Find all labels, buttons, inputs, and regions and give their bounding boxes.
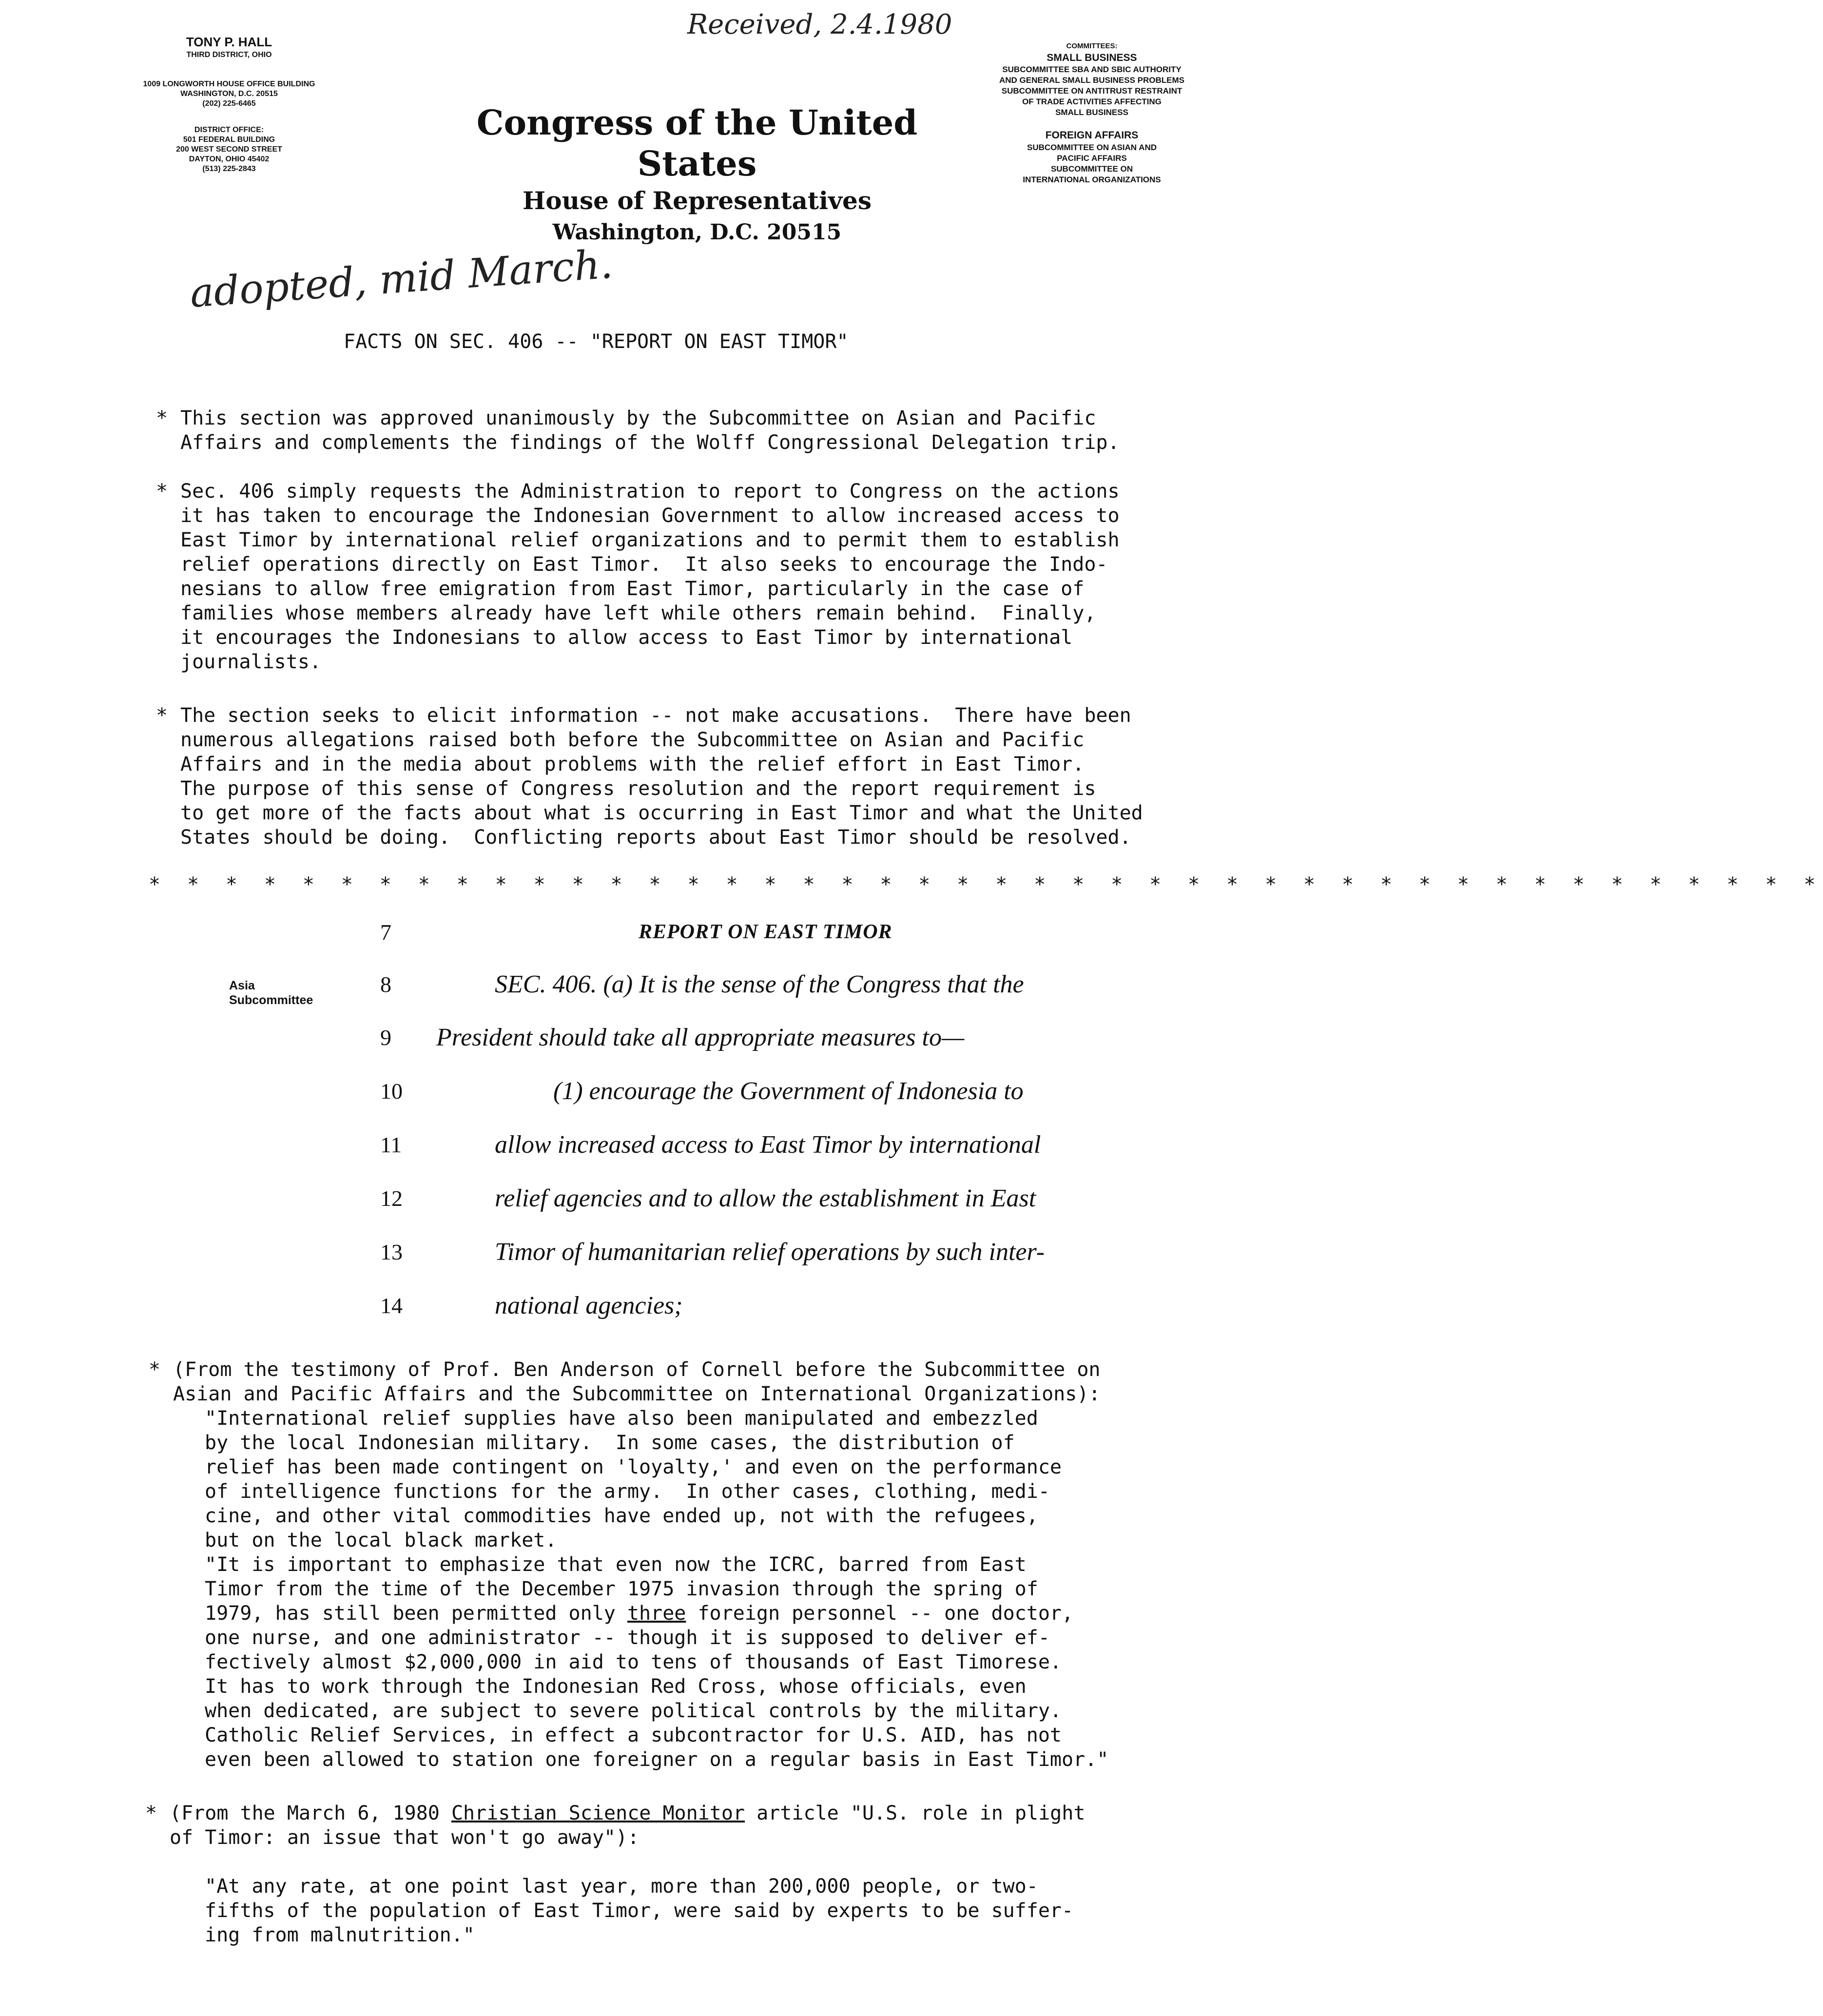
bullet-text: Sec. 406 simply requests the Administration to report to Congress on the actions it has taken to encourage the Indonesian Government to allow increased access to East Timor by international relief organizations and to permit them to establish relief operations directly on East Timor. It also seeks to encourage the Indo- nesians to allow free emigration from East Timor, particularly in the case of families whose members already have left while others remain behind. Finally, it encourages the Indonesians to allow access to East Timor by international journalists. [180, 480, 1120, 673]
bullet-star: * [156, 480, 168, 503]
testimony-quote-2: "It is important to emphasize that even now the ICRC, barred from East Timor from the time of the December 1975 invasion through the spring of 1979, has still been permitted only three foreign personnel -- one doctor, one nurse, and one administrator -- though it is supposed to deliver ef- fectively almost $2,000,000 in aid to tens of thousands of East Timorese. It has to work through the Indonesian Red Cross, whose officials, even when dedicated, are subject to severe political controls by the military. Catholic Relief Services, in effect a subcontractor for U.S. AID, has not even been allowed to station one foreigner on a regular basis in East Timor." [205, 1553, 1109, 1771]
bullet-star: * [156, 704, 168, 727]
testimony-intro: (From the testimony of Prof. Ben Anderson of Cornell before the Subcommittee on Asian and Pacific Affairs and the Subcommittee on International Organizations): [173, 1358, 1101, 1405]
house-title: House of Representatives [523, 186, 872, 215]
district-office-line: 501 FEDERAL BUILDING [183, 135, 275, 144]
bullet-text: This section was approved unanimously by the Subcommittee on Asian and Pacific Affairs and complements the findings of the Wolff Congressional Delegation trip. [180, 407, 1120, 454]
document-title: FACTS ON SEC. 406 -- "REPORT ON EAST TIMOR" [344, 330, 849, 353]
star-divider: * * * * * * * * * * * * * * * * * * * * * * * * * * * * * * * * * * * * * * * * * * * * [149, 873, 1823, 896]
bill-line-number: 13 [380, 1240, 403, 1264]
margin-note: Asia Subcommittee [229, 979, 313, 1007]
adopted-note: adopted, mid March. [188, 241, 614, 317]
letterhead-title [424, 102, 970, 247]
bill-line-number: 12 [380, 1186, 403, 1211]
committee-item: PACIFIC AFFAIRS [1057, 153, 1127, 163]
underlined-word: three [627, 1602, 686, 1625]
committees-label: COMMITTEES: [1066, 42, 1118, 50]
district-office-line: DAYTON, OHIO 45402 [189, 155, 270, 163]
committee-item: SUBCOMMITTEE ON ASIAN AND [1027, 142, 1157, 152]
dc-office-line: (202) 225-6465 [202, 99, 256, 108]
dc-office-line: WASHINGTON, D.C. 20515 [180, 89, 278, 98]
bill-line: allow increased access to East Timor by international [495, 1131, 1041, 1159]
bill-line-number: 10 [380, 1079, 403, 1104]
city-line: Washington, D.C. 20515 [552, 219, 842, 245]
bullet-item [156, 479, 1120, 673]
dc-office-line: 1009 LONGWORTH HOUSE OFFICE BUILDING [143, 79, 315, 88]
bill-line-number: 8 [380, 972, 391, 997]
bullet-item [156, 703, 1143, 849]
committee-item: INTERNATIONAL ORGANIZATIONS [1023, 174, 1161, 184]
monitor-quote: "At any rate, at one point last year, more than 200,000 people, or two- fifths of the population of East Timor, were said by experts to be suffer- ing from malnutrition." [205, 1875, 1074, 1946]
bill-line-number: 9 [380, 1025, 391, 1050]
bill-line: national agencies; [495, 1292, 683, 1319]
committee-item: SUBCOMMITTEE ON [1050, 164, 1133, 174]
committee-item: AND GENERAL SMALL BUSINESS PROBLEMS [999, 75, 1185, 85]
bullet-text: The section seeks to elicit information -- not make accusations. There have been numerous allegations raised both before the Subcommittee on Asian and Pacific Affairs and in the media about problems with the relief effort in East Timor. The purpose of this sense of Congress resolution and the report requirement is to get more of the facts about what is occurring in East Timor and what the United States should be doing. Conflicting reports about East Timor should be resolved. [180, 704, 1143, 849]
congress-title: Congress of the United States [476, 102, 918, 184]
bill-line-number: 14 [380, 1293, 403, 1318]
district-office-label: DISTRICT OFFICE: [194, 125, 264, 134]
publication-title: Christian Science Monitor [451, 1802, 745, 1824]
bill-line-number: 11 [380, 1132, 402, 1157]
bullet-star: * [149, 1358, 161, 1381]
committees-list [926, 41, 1258, 185]
committee-item: FOREIGN AFFAIRS [1045, 130, 1139, 141]
bill-line: relief agencies and to allow the establishment in East [495, 1184, 1036, 1212]
committee-item: SUBCOMMITTEE ON ANTITRUST RESTRAINT [1001, 86, 1183, 96]
bullet-star: * [156, 407, 168, 429]
committee-item: OF TRADE ACTIVITIES AFFECTING [1022, 97, 1162, 107]
committee-item: SMALL BUSINESS [1055, 108, 1128, 117]
monitor-intro: (From the March 6, 1980 Christian Science Monitor article "U.S. role in plight of Timor: an issue that won't go away"): [170, 1802, 1086, 1849]
member-name: TONY P. HALL [186, 35, 272, 49]
bill-line: President should take all appropriate measures to— [436, 1024, 965, 1051]
bill-line: (1) encourage the Government of Indonesia to [553, 1077, 1024, 1105]
received-note: Received, 2.4.1980 [687, 9, 952, 40]
bill-line-number: 7 [380, 920, 391, 945]
monitor-bullet [145, 1801, 1086, 1874]
bill-line: SEC. 406. (a) It is the sense of the Congress that the [495, 970, 1024, 998]
bill-line: Timor of humanitarian relief operations by such inter- [495, 1238, 1045, 1266]
district-office-line: (513) 225-2843 [202, 164, 256, 173]
committee-item: SUBCOMMITTEE SBA AND SBIC AUTHORITY [1002, 64, 1182, 74]
bullet-item [156, 406, 1120, 479]
bullet-star: * [145, 1802, 157, 1824]
member-district: THIRD DISTRICT, OHIO [186, 50, 272, 59]
district-office-line: 200 WEST SECOND STREET [176, 145, 282, 154]
committee-item: SMALL BUSINESS [1047, 52, 1137, 63]
testimony-quote-1: "International relief supplies have also been manipulated and embezzled by the local Indonesian military. In some cases, the distribution of relief has been made contingent on 'loyalty,' and even on the performance of intelligence functions for the army. In other cases, clothing, medi- cine, and other vital commodities have ended up, not with the refugees, but on the local black market. [205, 1407, 1062, 1551]
testimony-bullet [149, 1357, 1101, 1431]
bill-heading: REPORT ON EAST TIMOR [639, 921, 892, 943]
member-info [112, 34, 346, 174]
